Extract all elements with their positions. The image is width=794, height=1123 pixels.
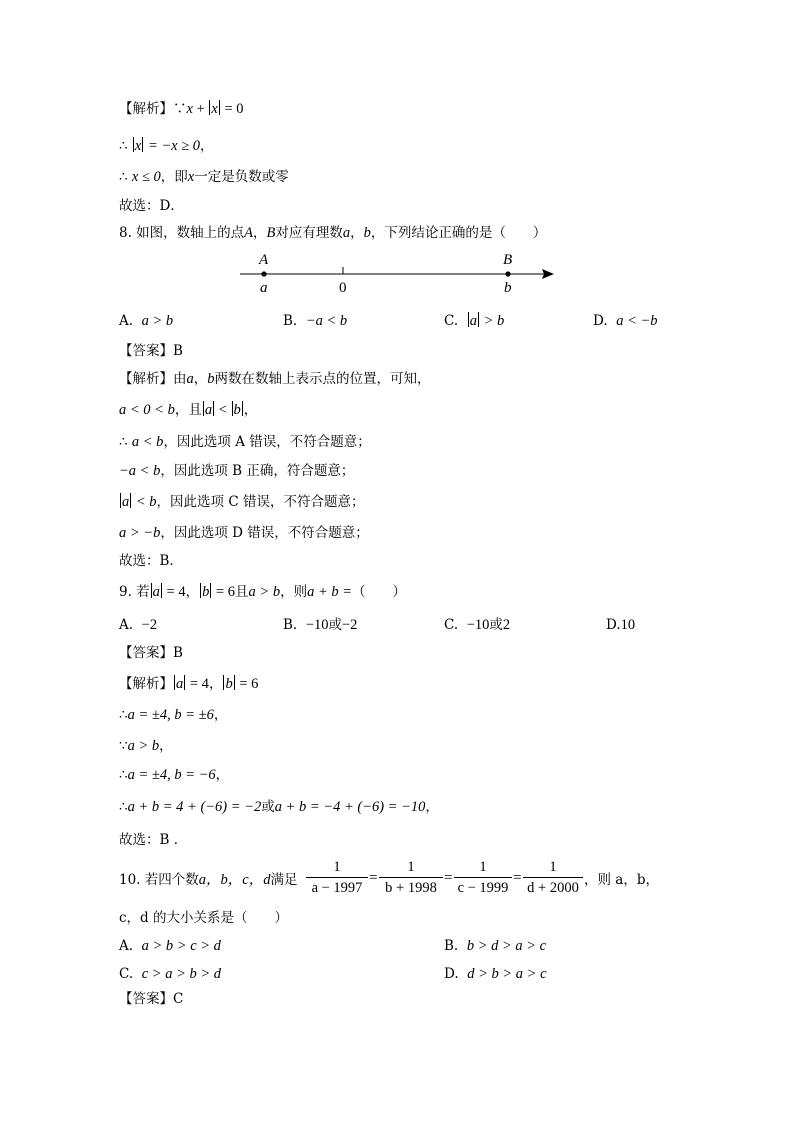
- q8-option-d[interactable]: D. a < −b: [593, 313, 658, 329]
- q9-analysis-line-2: ∴a = ±4, b = ±6，: [119, 707, 228, 723]
- fraction-1: $\frac{1}{a - 1997}$: [306, 859, 368, 897]
- question-9-stem: 9. 若 a = 4， b = 6且a > b，则a + b =（ ）: [119, 584, 407, 600]
- question-8-stem: 8. 如图，数轴上的点A，B对应有理数a，b，下列结论正确的是（ ）: [119, 225, 547, 241]
- q9-analysis-line-3: ∵a > b，: [119, 738, 173, 754]
- q9-option-a[interactable]: A. −2: [119, 617, 158, 633]
- q8-option-b[interactable]: B. −a < b: [283, 313, 348, 329]
- label-A: A: [259, 252, 269, 268]
- q10-option-c[interactable]: C. c > a > b > d: [119, 966, 222, 982]
- q8-analysis-line-4: −a < b，因此选项 B 正确，符合题意；: [119, 463, 355, 479]
- q9-analysis-line-5: ∴a + b = 4 + (−6) = −2或a + b = −4 + (−6) = −10，: [119, 799, 439, 815]
- q8-option-c[interactable]: C. a > b: [444, 313, 505, 329]
- label-a: a: [260, 280, 268, 296]
- point-B: [505, 271, 510, 276]
- question-10-stem-post: ，则 a，b，: [584, 872, 659, 888]
- label-zero: 0: [339, 280, 347, 296]
- q9-analysis-line-4: ∴a = ±4, b = −6，: [119, 767, 230, 783]
- q9-answer: 【答案】B: [119, 645, 183, 661]
- q9-option-d[interactable]: D.10: [606, 617, 636, 633]
- q10-option-d[interactable]: D. d > b > a > c: [444, 966, 547, 982]
- fraction-4: $\frac{1}{d + 2000}$: [523, 859, 583, 897]
- fraction-2: $\frac{1}{b + 1998}$: [379, 859, 443, 897]
- q8-answer: 【答案】B: [119, 343, 183, 359]
- q8-analysis-line-7: 故选：B．: [119, 553, 183, 569]
- q8-option-a[interactable]: A. a > b: [119, 313, 174, 329]
- question-10-stem-pre: 10. 若四个数a，b，c，d满足: [119, 872, 298, 888]
- analysis-line-1: 【解析】∵x + x = 0: [119, 101, 244, 117]
- label-b: b: [504, 280, 512, 296]
- analysis-line-4: 故选：D．: [119, 198, 184, 214]
- q10-answer: 【答案】C: [119, 991, 184, 1007]
- equals-1: =: [369, 870, 378, 886]
- q8-analysis-line-5: a < b，因此选项 C 错误，不符合题意；: [122, 494, 365, 510]
- q8-analysis-line-6: a > −b，因此选项 D 错误，不符合题意；: [119, 525, 369, 541]
- analysis-line-3: ∴ x ≤ 0，即x一定是负数或零: [119, 169, 289, 185]
- question-10-stem-line-2: c，d 的大小关系是（ ）: [119, 910, 288, 926]
- fraction-3: $\frac{1}{c - 1999}$: [454, 859, 512, 897]
- q10-option-b[interactable]: B. b > d > a > c: [444, 938, 547, 954]
- q8-analysis-line-2: a < 0 < b，且 a < b ，: [119, 402, 258, 418]
- q10-option-a[interactable]: A. a > b > c > d: [119, 938, 221, 954]
- label-B: B: [503, 252, 513, 268]
- equals-2: =: [444, 870, 453, 886]
- analysis-line-2: ∴ x = −x ≥ 0，: [119, 138, 214, 154]
- number-line-figure: [230, 248, 570, 298]
- q9-option-b[interactable]: B. −10或−2: [283, 617, 358, 633]
- q9-option-c[interactable]: C. −10或2: [444, 617, 511, 633]
- q9-analysis-line-1: 【解析】 a = 4， b = 6: [119, 676, 259, 692]
- equals-3: =: [513, 870, 522, 886]
- q8-analysis-line-3: ∴ a < b，因此选项 A 错误，不符合题意；: [119, 434, 371, 450]
- q8-analysis-line-1: 【解析】由a，b两数在数轴上表示点的位置，可知，: [119, 371, 431, 387]
- q9-analysis-line-6: 故选：B ．: [119, 832, 188, 848]
- point-A: [261, 271, 266, 276]
- analysis-label: 【解析】: [119, 101, 173, 117]
